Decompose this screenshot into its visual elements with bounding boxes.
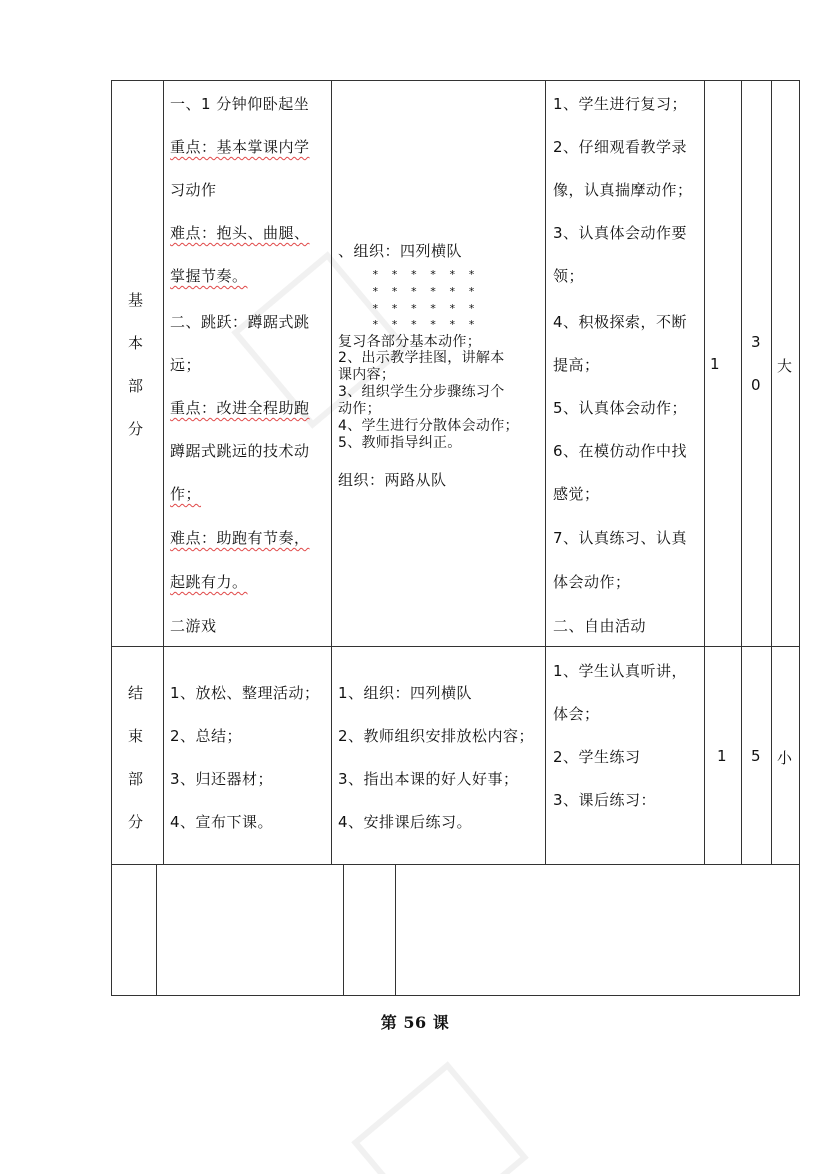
teacher-line: 课内容； (338, 367, 396, 383)
org-heading: 、组织：四列横队 (338, 242, 463, 260)
end-count: 1 (717, 747, 728, 765)
content-line: 2、总结； (170, 727, 243, 745)
student-line: 领； (553, 267, 585, 285)
teacher-line: 复习各部分基本动作； (338, 334, 481, 350)
content-line: 4、宣布下课。 (170, 813, 274, 831)
end-intensity: 小 (777, 749, 793, 767)
label-char: 结 (128, 684, 144, 702)
label-char: 本 (128, 334, 144, 352)
teacher-line: 2、出示教学挂图，讲解本 (338, 350, 505, 366)
student-line: 1、学生认真听讲， (553, 662, 688, 680)
teacher-line: 4、安排课后练习。 (338, 813, 473, 831)
content-line: 远； (170, 356, 202, 374)
formation-row: * * * * * * (372, 268, 478, 281)
teacher-line: 4、学生进行分散体会动作； (338, 418, 519, 434)
main-time-digit: 0 (751, 376, 762, 394)
content-line: 蹲踞式跳远的技术动 (170, 442, 310, 460)
student-line: 二、自由活动 (553, 617, 647, 635)
student-line: 5、认真体会动作； (553, 399, 688, 417)
label-char: 分 (128, 420, 144, 438)
page-title: 第 56 课 (380, 1013, 450, 1032)
teacher-line: 动作； (338, 401, 381, 417)
label-char: 束 (128, 727, 144, 745)
org-footer: 组织：两路从队 (338, 471, 447, 489)
student-line: 感觉； (553, 485, 600, 503)
teacher-line: 5、教师指导纠正。 (338, 435, 462, 451)
student-line: 1、学生进行复习； (553, 95, 688, 113)
content-line: 重点：基本掌课内学 (170, 138, 310, 156)
content-line: 习动作 (170, 181, 217, 199)
student-line: 2、学生练习 (553, 748, 641, 766)
formation-row: * * * * * * (372, 285, 478, 298)
teacher-line: 2、教师组织安排放松内容； (338, 727, 535, 745)
end-time: 5 (751, 747, 762, 765)
student-line: 7、认真练习、认真 (553, 529, 688, 547)
student-line: 像，认真揣摩动作； (553, 181, 693, 199)
teacher-line: 3、指出本课的好人好事； (338, 770, 519, 788)
student-line: 3、认真体会动作要 (553, 224, 688, 242)
teacher-line: 3、组织学生分步骤练习个 (338, 384, 505, 400)
student-line: 6、在模仿动作中找 (553, 442, 688, 460)
content-line: 二、跳跃：蹲踞式跳 (170, 313, 310, 331)
main-count: 1 (710, 355, 721, 373)
content-line: 掌握节奏。 (170, 267, 248, 285)
label-char: 部 (128, 377, 144, 395)
content-line: 作； (170, 485, 202, 503)
content-line: 1、放松、整理活动； (170, 684, 320, 702)
content-line: 重点：改进全程助跑 (170, 399, 310, 417)
label-char: 分 (128, 813, 144, 831)
label-char: 部 (128, 770, 144, 788)
formation-row: * * * * * * (372, 302, 478, 315)
student-line: 体会； (553, 705, 600, 723)
content-line: 难点：抱头、曲腿、 (170, 224, 310, 242)
teacher-line: 1、组织：四列横队 (338, 684, 473, 702)
main-time-digit: 3 (751, 333, 762, 351)
content-line: 二游戏 (170, 617, 217, 635)
student-line: 3、课后练习： (553, 791, 657, 809)
formation-row: * * * * * * (372, 318, 478, 331)
student-line: 体会动作； (553, 573, 631, 591)
student-line: 2、仔细观看教学录 (553, 138, 688, 156)
content-line: 3、归还器材； (170, 770, 274, 788)
content-line: 一、1 分钟仰卧起坐 (170, 95, 310, 113)
student-line: 提高； (553, 356, 600, 374)
label-char: 基 (128, 291, 144, 309)
content-line: 起跳有力。 (170, 573, 248, 591)
content-line: 难点：助跑有节奏， (170, 529, 310, 547)
student-line: 4、积极探索，不断 (553, 313, 688, 331)
main-intensity: 大 (777, 357, 793, 375)
